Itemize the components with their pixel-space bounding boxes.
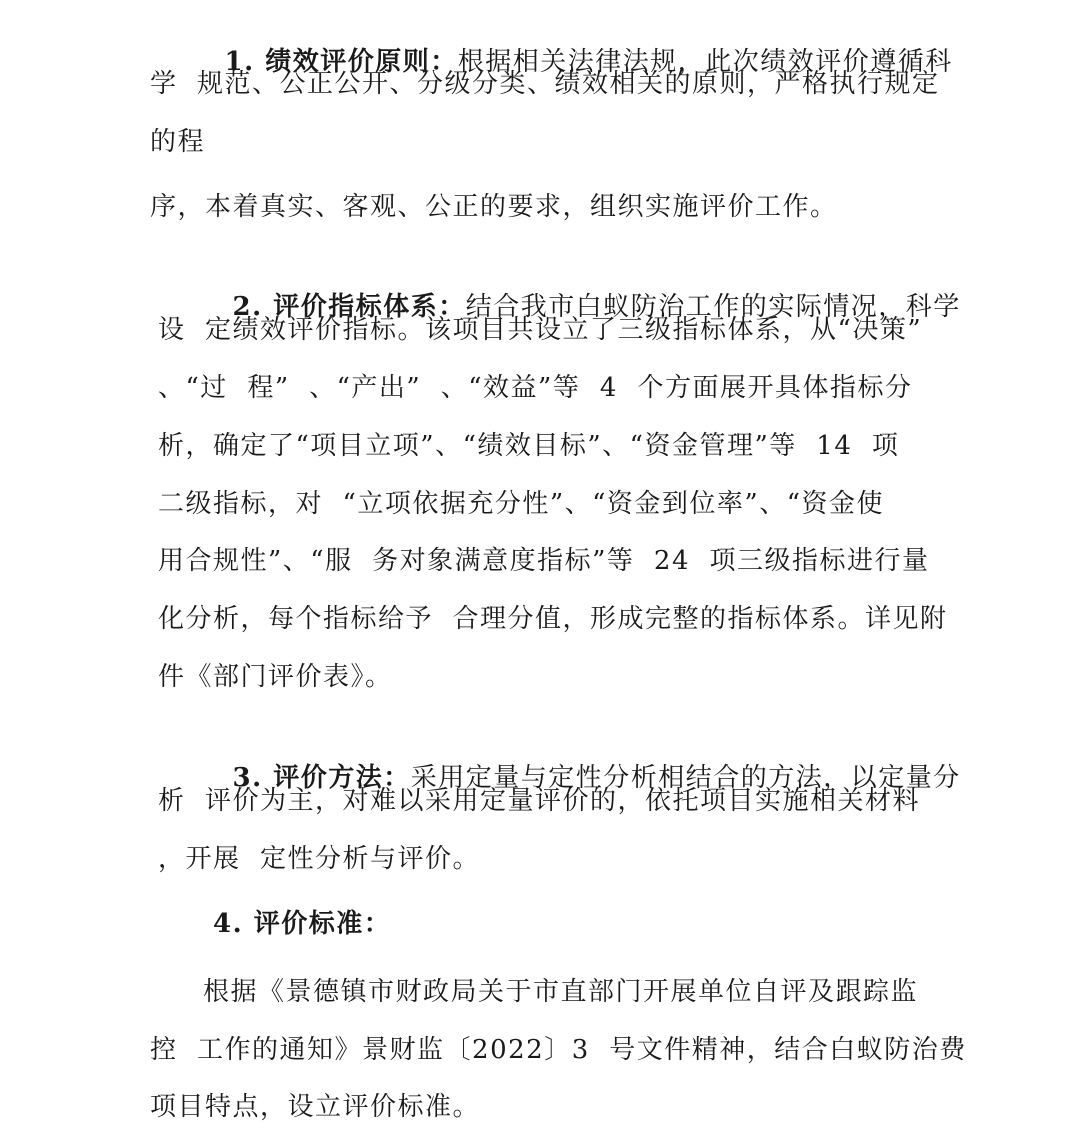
section2-line-5: 二级指标，对 “立项依据充分性”、“资金到位率”、“资金使 — [158, 489, 884, 519]
section2-line-7: 化分析，每个指标给予 合理分值，形成完整的指标体系。详见附 — [158, 604, 948, 634]
section4-line-2: 控 工作的通知》景财监〔2022〕3 号文件精神，结合白蚁防治费 — [150, 1035, 967, 1065]
section2-text: 结合我市白蚁防治工作的实际情况，科学 — [465, 292, 961, 322]
section1-line-2: 学 规范、公正公开、分级分类、绩效相关的原则，严格执行规定 — [150, 69, 940, 99]
section1-line-3: 的程 — [150, 127, 206, 157]
section1-heading: 1. 绩效评价原则： — [224, 47, 458, 77]
section1-line-4: 序，本着真实、客观、公正的要求，组织实施评价工作。 — [150, 192, 838, 222]
section2-heading: 2. 评价指标体系： — [232, 292, 466, 322]
section1-text: 根据相关法律法规，此次绩效评价遵循科 — [457, 47, 953, 77]
section3-heading: 3. 评价方法： — [232, 763, 411, 793]
section4-line-3: 项目特点，设立评价标准。 — [150, 1092, 481, 1122]
section4-line-1: 根据《景德镇市财政局关于市直部门开展单位自评及跟踪监 — [203, 977, 919, 1007]
section3-line-2: 析 评价为主，对难以采用定量评价的，依托项目实施相关材料 — [158, 786, 921, 816]
section2-line-4: 析，确定了“项目立项”、“绩效目标”、“资金管理”等 14 项 — [158, 431, 900, 461]
section4-heading: 4. 评价标准： — [213, 909, 392, 939]
section2-line-2: 设 定绩效评价指标。该项目共设立了三级指标体系，从“决策” — [158, 315, 923, 345]
section2-line-8: 件《部门评价表》。 — [158, 662, 393, 692]
section3-text: 采用定量与定性分析相结合的方法，以定量分 — [410, 763, 961, 793]
section3-line-3: ，开展 定性分析与评价。 — [158, 844, 481, 874]
section2-line-3: 、“过 程” 、“产出” 、“效益”等 4 个方面展开具体指标分 — [158, 373, 913, 403]
section2-line-6: 用合规性”、“服 务对象满意度指标”等 24 项三级指标进行量 — [158, 546, 930, 576]
